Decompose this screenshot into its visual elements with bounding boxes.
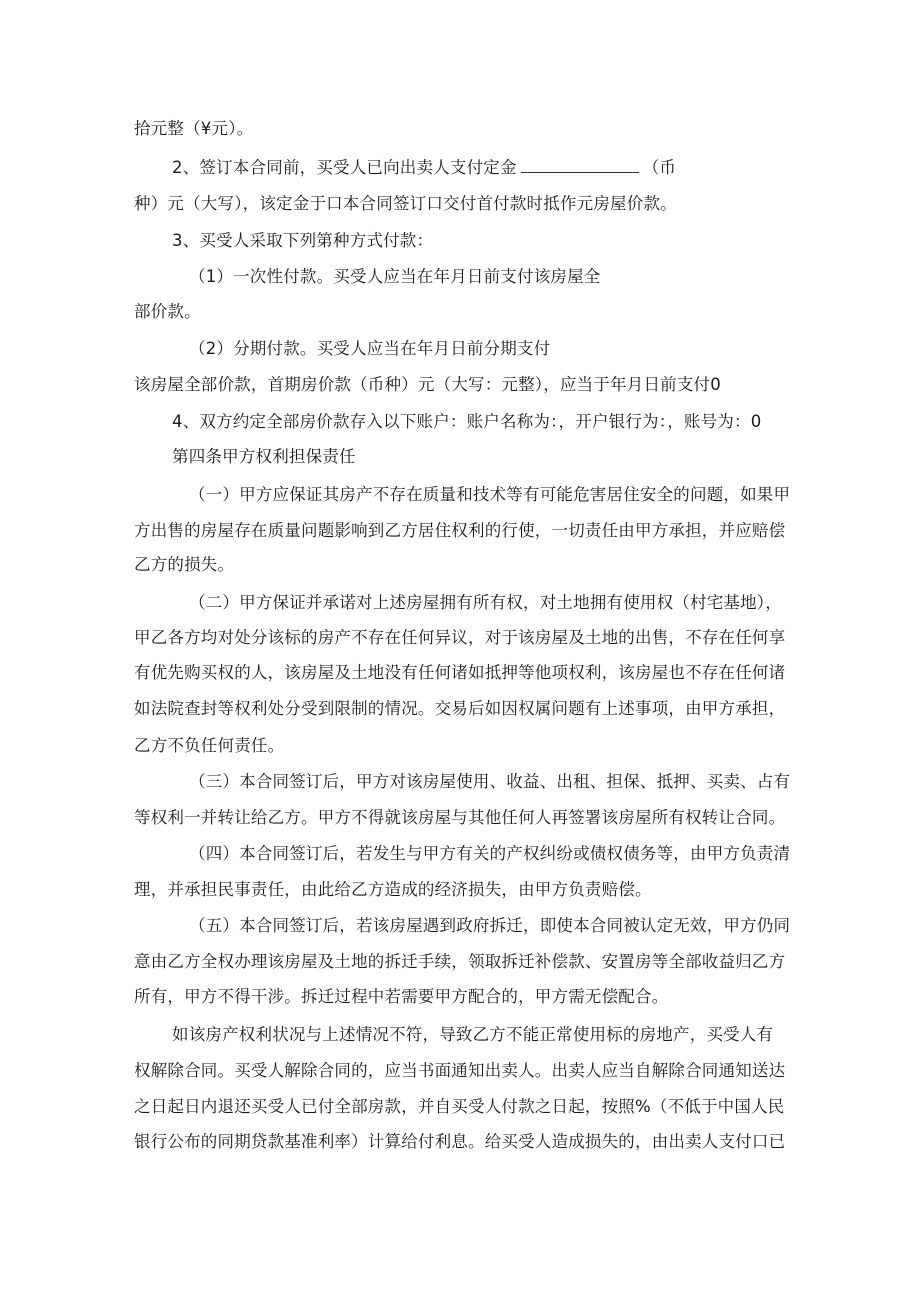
text-line: 之日起日内退还买受人已付全部房款，并自买受人付款之日起，按照%（不低于中国人民 [134, 1097, 785, 1116]
section-heading: 第四条甲方权利担保责任 [172, 447, 356, 466]
text-segment: 2、签订本合同前，买受人已向出卖人支付定金 [172, 158, 517, 177]
text-line: 种）元（大写），该定金于口本合同签订口交付首付款时抵作元房屋价款。 [134, 194, 677, 213]
text-line: 如法院查封等权利处分受到限制的情况。交易后如因权属问题有上述事项，由甲方承担， [134, 699, 786, 718]
text-line: 乙方的损失。 [134, 555, 235, 574]
text-line: （2）分期付款。买受人应当在年月日前分期支付 [189, 339, 551, 358]
text-line: 银行公布的同期贷款基准利率）计算给付利息。给买受人造成损失的，由出卖人支付口已 [134, 1132, 786, 1151]
text-line [172, 157, 676, 179]
text-line: 方出售的房屋存在质量问题影响到乙方居住权利的行使，一切责任由甲方承担，并应赔偿 [134, 521, 786, 540]
text-line: （四）本合同签订后，若发生与甲方有关的产权纠纷或债权债务等，由甲方负责清 [189, 844, 791, 863]
text-line: （1）一次性付款。买受人应当在年月日前支付该房屋全 [189, 267, 601, 286]
text-line: 拾元整（¥元）。 [134, 119, 254, 138]
text-line: 该房屋全部价款，首期房价款（币种）元（大写：元整），应当于年月日前支付0 [134, 375, 721, 394]
text-line: 理，并承担民事责任，由此给乙方造成的经济损失，由甲方负责赔偿。 [134, 880, 652, 899]
text-line: （一）甲方应保证其房产不存在质量和技术等有可能危害居住安全的问题，如果甲 [189, 485, 791, 504]
text-line: （三）本合同签订后，甲方对该房屋使用、收益、出租、担保、抵押、买卖、占有 [189, 772, 791, 791]
text-line: 甲乙各方均对处分该标的房产不存在任何异议，对于该房屋及土地的出售，不存在任何享 [134, 628, 786, 647]
text-line: （二）甲方保证并承诺对上述房屋拥有所有权，对土地拥有使用权（村宅基地）， [189, 593, 782, 612]
text-line: 有优先购买权的人，该房屋及土地没有任何诸如抵押等他项权利，该房屋也不存在任何诸 [134, 663, 786, 682]
text-line: 意由乙方全权办理该房屋及土地的拆迁手续，领取拆迁补偿款、安置房等全部收益归乙方 [134, 952, 786, 971]
text-line: 部价款。 [134, 302, 201, 321]
text-line: 3、买受人采取下列第种方式付款： [172, 231, 434, 250]
text-line: 所有，甲方不得干涉。拆迁过程中若需要甲方配合的，甲方需无偿配合。 [134, 987, 669, 1006]
text-line: （五）本合同签订后，若该房屋遇到政府拆迁，即使本合同被认定无效，甲方仍同 [189, 916, 791, 935]
text-line: 乙方不负任何责任。 [134, 736, 285, 755]
fill-in-blank [521, 158, 639, 173]
text-line: 4、双方约定全部房价款存入以下账户：账户名称为：，开户银行为：，账号为：0 [172, 412, 762, 431]
text-line: 权解除合同。买受人解除合同的，应当书面通知出卖人。出卖人应当自解除合同通知送达 [134, 1061, 786, 1080]
text-line: 等权利一并转让给乙方。甲方不得就该房屋与其他任何人再签署该房屋所有权转让合同。 [134, 808, 786, 827]
text-line: 如该房产权利状况与上述情况不符，导致乙方不能正常使用标的房地产，买受人有 [172, 1025, 774, 1044]
text-segment: （币 [642, 158, 677, 177]
